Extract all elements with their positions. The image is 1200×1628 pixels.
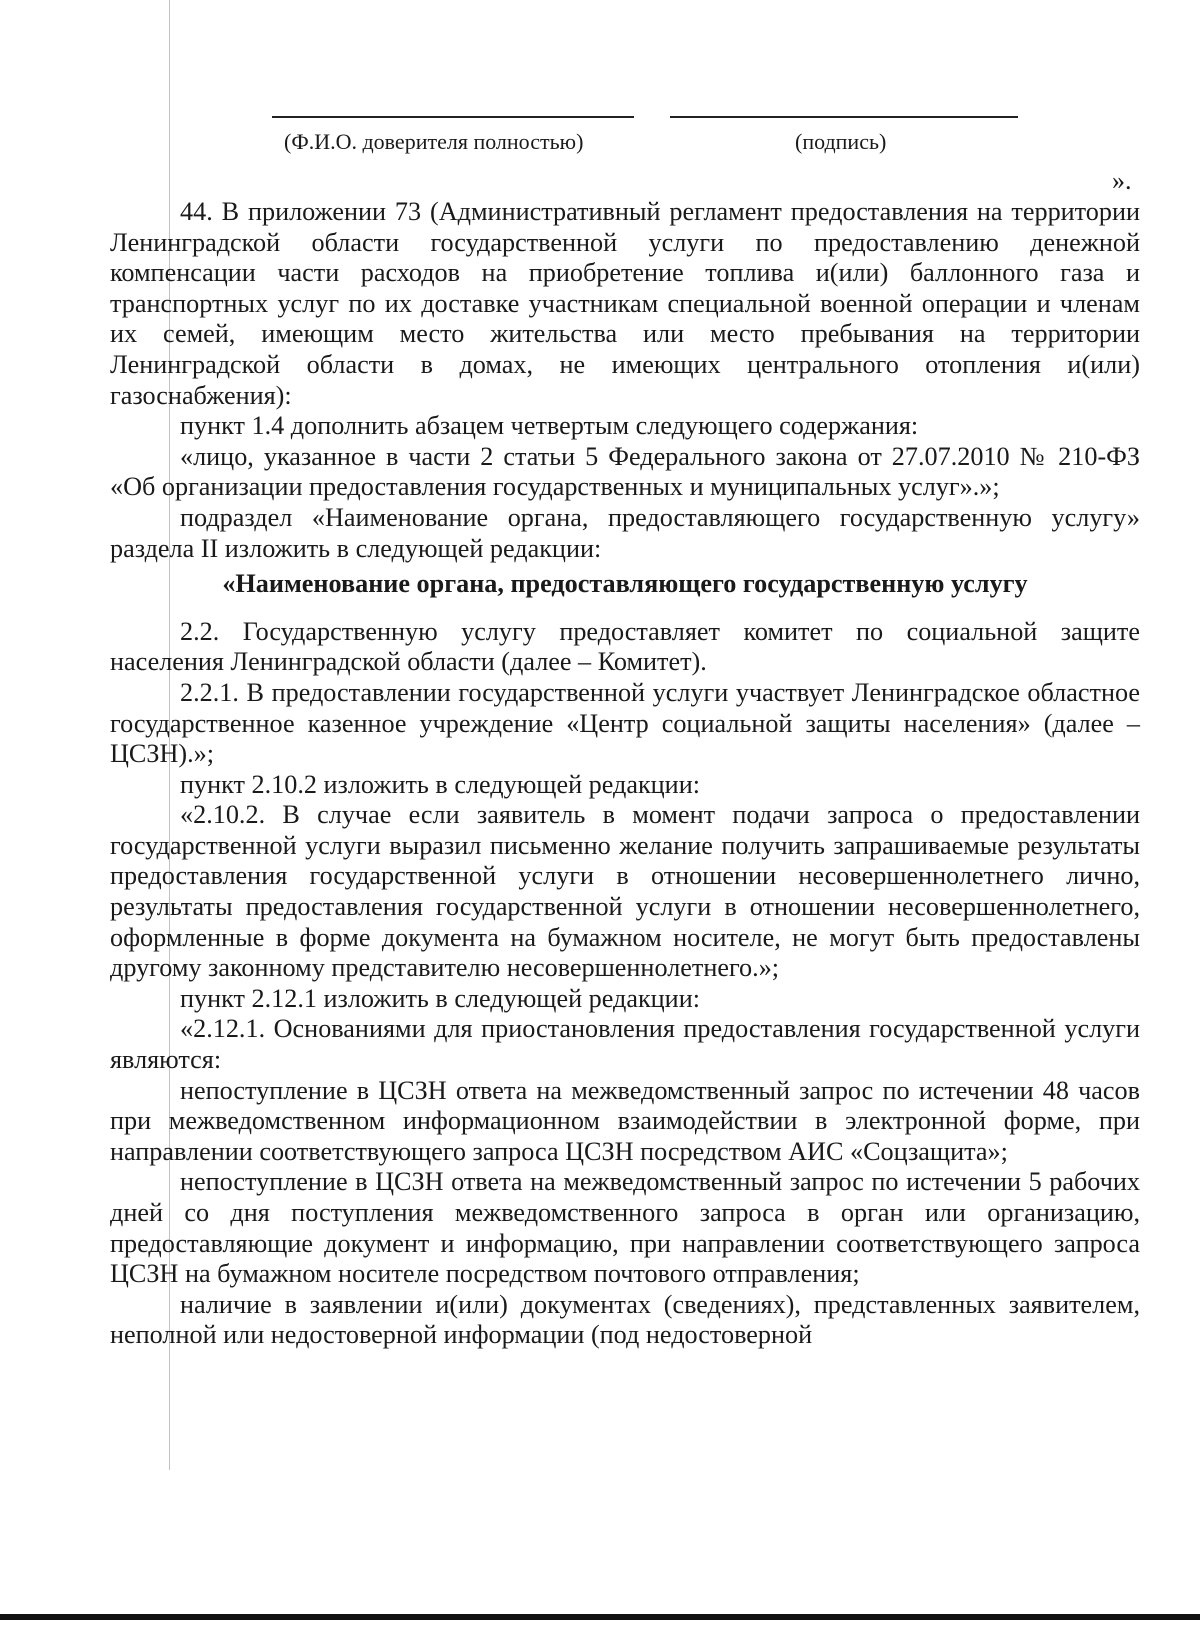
scan-bottom-edge xyxy=(0,1614,1200,1620)
paragraph-2-12-1-text: «2.12.1. Основаниями для приостановления предоставления государственной услуги являются: xyxy=(110,1014,1140,1075)
paragraph-1-4-text: «лицо, указанное в части 2 статьи 5 Федерального закона от 27.07.2010 № 210-ФЗ «Об организации предоставления государственных и муниципальных услуг».»; xyxy=(110,441,1140,502)
signature-sign-caption: (подпись) xyxy=(795,129,887,154)
paragraph-ground-5-days: непоступление в ЦСЗН ответа на межведомственный запрос по истечении 5 рабочих дней со дня поступления межведомственного запроса в орган или организацию, предоставляющие документ и информацию, при направлении соответствующего запроса ЦСЗН на бумажном носителе посредством почтового отправления; xyxy=(110,1167,1140,1289)
paragraph-ground-incomplete-info: наличие в заявлении и(или) документах (сведениях), представленных заявителем, неполной или недостоверной информации (под недостоверной xyxy=(110,1289,1140,1350)
section-heading: «Наименование органа, предоставляющего государственную услугу xyxy=(222,569,1028,599)
paragraph-1-4-instruction: пункт 1.4 дополнить абзацем четвертым следующего содержания: xyxy=(180,411,919,441)
paragraph-ground-48-hours: непоступление в ЦСЗН ответа на межведомственный запрос по истечении 48 часов при межведомственном информационном взаимодействии в электронной форме, при направлении соответствующего запроса ЦСЗН посредством АИС «Соцзащита»; xyxy=(110,1075,1140,1166)
paragraph-44-intro: 44. В приложении 73 (Административный регламент предоставления на территории Ленинградской области государственной услуги по предоставлению денежной компенсации части расходов на приобретение топлива и(или) баллонного газа и транспортных услуг по их доставке участникам специальной военной операции и членам их семей, имеющим место жительства или место пребывания на территории Ленинградской области в домах, не имеющих центрального отопления и(или) газоснабжения): xyxy=(110,197,1140,410)
paragraph-2-2: 2.2. Государственную услугу предоставляет комитет по социальной защите населения Ленинградской области (далее – Комитет). xyxy=(110,616,1140,677)
paragraph-2-12-1-instruction: пункт 2.12.1 изложить в следующей редакции: xyxy=(180,983,700,1013)
signature-name-line xyxy=(272,116,634,118)
paragraph-2-10-2-text: «2.10.2. В случае если заявитель в момент подачи запроса о предоставлении государственной услуги выразил письменно желание получить запрашиваемые результаты предоставления государственной услуги в отношении несовершеннолетнего лично, результаты предоставления государственной услуги в отношении несовершеннолетнего, оформленные в форме документа на бумажном носителе, не могут быть предоставлены другому законному представителю несовершеннолетнего.»; xyxy=(110,800,1140,983)
closing-quote: ». xyxy=(1112,166,1132,195)
paragraph-subsection-instruction: подраздел «Наименование органа, предоставляющего государственную услугу» раздела II изложить в следующей редакции: xyxy=(110,502,1140,563)
signature-sign-line xyxy=(670,116,1018,118)
document-body xyxy=(110,197,1140,1351)
signature-name-caption: (Ф.И.О. доверителя полностью) xyxy=(284,129,584,154)
paragraph-2-2-1: 2.2.1. В предоставлении государственной услуги участвует Ленинградское областное государственное казенное учреждение «Центр социальной защиты населения» (далее – ЦСЗН).»; xyxy=(110,677,1140,769)
paragraph-2-10-2-instruction: пункт 2.10.2 изложить в следующей редакции: xyxy=(180,769,700,799)
